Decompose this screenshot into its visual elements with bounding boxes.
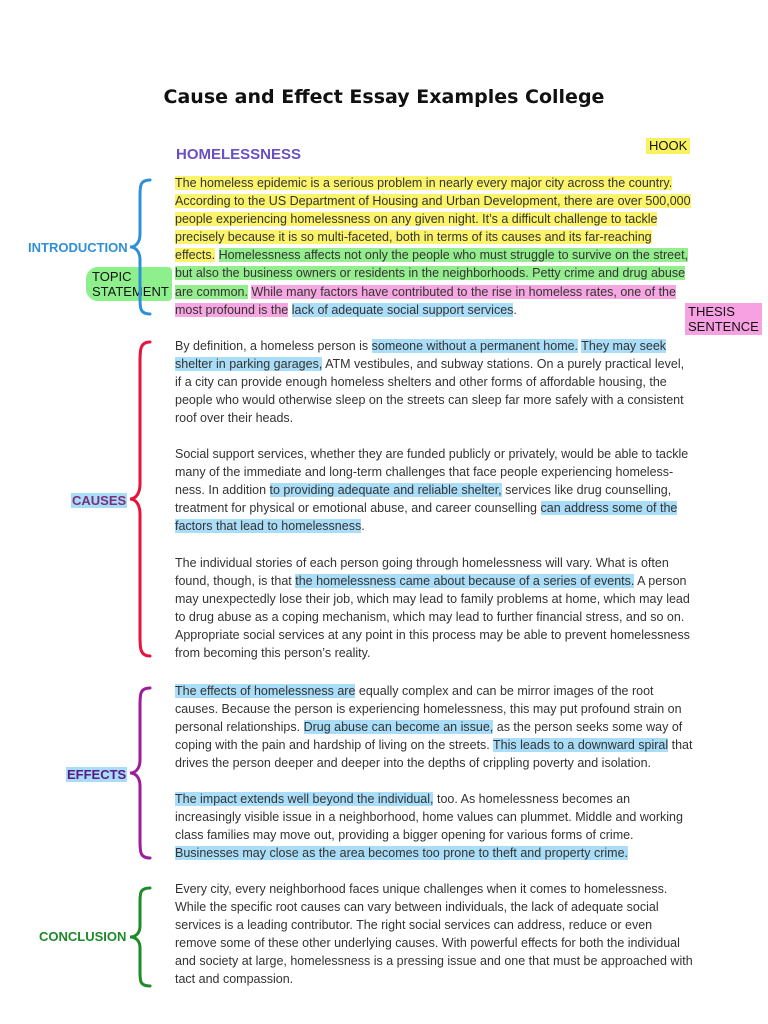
effects-brace-icon — [126, 684, 156, 862]
highlight-span: to providing adequate and reliable shelter, — [269, 483, 502, 498]
text-span: as the person seeks some way of coping with the pain and hardship of living on the streets. — [175, 720, 683, 753]
topic-tag-line2: STATEMENT — [92, 284, 169, 299]
effects-label: EFFECTS — [67, 767, 127, 782]
highlight-span: This leads to a downward spiral — [493, 738, 669, 753]
highlight-span: someone without a permanent home. — [371, 339, 579, 353]
hook-sentence: The homeless epidemic is a serious problem in nearly every major city across the country. According to the US Department of Housing and Urban Development, there are over 500,000 people experiencing homelessness on any given night. It’s a difficult challenge to tackle precisely because it is so multi-faceted, both in terms of its causes and its far-reaching effects. — [175, 176, 691, 263]
causes-paragraph-1 — [175, 337, 693, 427]
causes-brace-icon — [126, 338, 156, 660]
conclusion-brace-icon — [126, 884, 156, 990]
conclusion-paragraph: Every city, every neighborhood faces unique challenges when it comes to homelessness. While the specific root causes can vary between individuals, the lack of adequate social services is a leading contributor. The right social services can address, reduce or even remove some of these other underlying causes. With powerful effects for both the individual and society at large, homelessness is a pressing issue and one that must be approached with tact and compassion. — [175, 882, 693, 987]
essay-subtitle: HOMELESSNESS — [176, 146, 302, 163]
page-title: Cause and Effect Essay Examples College — [163, 86, 605, 108]
topic-tag-line1: TOPIC — [92, 269, 132, 284]
introduction-label: INTRODUCTION — [28, 240, 128, 255]
text-span: too. As homelessness becomes an increasingly visible issue in a neighborhood, home values can plummet. Middle and working class families may move out, providing a bigger opening for various forms of crime. — [175, 792, 683, 843]
causes-paragraph-2 — [175, 445, 693, 535]
causes-paragraph-3 — [175, 554, 693, 663]
introduction-paragraph — [175, 174, 693, 319]
conclusion-label: CONCLUSION — [39, 929, 127, 944]
text-span: ATM vestibules, and subway stations. On a purely practical level, if a city can provide enough homeless shelters and other forms of affordable housing, the people who would otherwise sleep on the streets can sleep far more safely with a consistent roof over their heads. — [175, 357, 685, 426]
thesis-tag-line1: THESIS — [688, 304, 735, 319]
thesis-sentence: While many factors have contributed to the rise in homeless rates, one of the most profound is the — [175, 284, 676, 317]
highlight-span: The impact extends well beyond the individual, — [175, 792, 434, 806]
text-span: equally complex and can be mirror images of the root causes. Because the person is experiencing homelessness, this may put profound strain on personal relationships. — [175, 684, 682, 735]
text-span: services like drug counselling, treatment for physical or emotional abuse, and career counselling — [175, 483, 672, 516]
causes-label: CAUSES — [72, 493, 127, 508]
thesis-sentence-tag — [685, 303, 762, 335]
highlight-span: Drug abuse can become an issue, — [303, 720, 494, 735]
effects-paragraph-2 — [175, 790, 693, 862]
topic-statement: Homelessness affects not only the people who must struggle to survive on the street, but also the business owners or residents in the neighborhoods. Petty crime and drug abuse are common. — [175, 248, 689, 299]
highlight-span: The effects of homelessness are — [175, 684, 356, 698]
effects-paragraph-1 — [175, 682, 693, 772]
text-span: Social support services, whether they are funded publicly or privately, would be able to tackle many of the immediate and long-term challenges that face people experiencing homeless-ness. In addition — [175, 447, 689, 498]
text-span: . — [361, 519, 365, 534]
hook-tag: HOOK — [646, 138, 690, 154]
highlight-span: the homelessness came about because of a series of events. — [295, 574, 635, 589]
text-span: that drives the person deeper and deeper into the depths of crippling poverty and isolation. — [175, 738, 693, 771]
thesis-highlight: lack of adequate social support services — [291, 302, 514, 317]
highlight-span: Businesses may close as the area becomes too prone to theft and property crime. — [175, 846, 629, 861]
thesis-tag-line2: SENTENCE — [688, 319, 759, 334]
text-span: A person may unexpectedly lose their job, which may lead to family problems at home, which may lead to drug abuse as a coping mechanism, which may lead to further financial stress, and so on. Appropriate social services at any point in this process may be able to prevent homelessness from becoming this person’s reality. — [175, 574, 690, 661]
intro-period: . — [513, 302, 517, 317]
introduction-brace-icon — [126, 176, 156, 318]
highlight-span: can address some of the factors that lead to homelessness — [175, 501, 678, 534]
highlight-span: They may seek shelter in parking garages, — [175, 339, 667, 372]
text-span: By definition, a homeless person is — [175, 339, 369, 353]
text-span: The individual stories of each person going through homelessness will vary. What is often found, though, is that — [175, 556, 669, 589]
